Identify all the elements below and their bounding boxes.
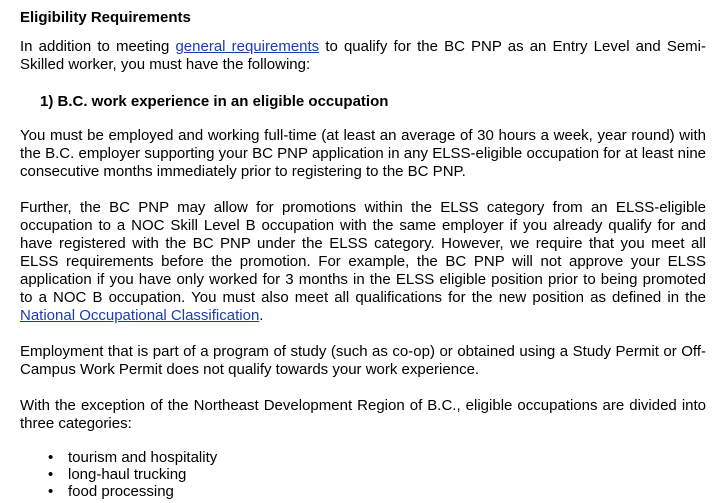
list-item — [48, 449, 706, 466]
intro-text-after: to qualify for the BC PNP as an Entry Level and Semi-Skilled worker, you must have the following: — [20, 38, 706, 73]
category-label: tourism and hospitality — [68, 449, 218, 466]
section-heading: 1) B.C. work experience in an eligible occupation — [40, 93, 389, 110]
bullet-icon: • — [48, 483, 54, 500]
promotion-text: Further, the BC PNP may allow for promotions within the ELSS category from an ELSS-eligible occupation to a NOC Skill Level B occupation with the same employer if you already qualify for and have registered with the BC PNP under the ELSS category. However, we require that you meet all ELSS requirements before the promotion. For example, the BC PNP will not approve your ELSS application if you have only worked for 3 months in the ELSS eligible position prior to being promoted to a NOC B occupation. You must also meet all qualifications for the new position as defined in the — [20, 199, 706, 306]
bullet-icon: • — [48, 466, 54, 483]
page-title: Eligibility Requirements — [20, 9, 191, 26]
study-permit-paragraph: Employment that is part of a program of study (such as co-op) or obtained using a Study Permit or Off-Campus Work Permit does not qualify towards your work experience. — [20, 343, 706, 378]
list-item — [48, 466, 706, 483]
categories-intro-paragraph: With the exception of the Northeast Development Region of B.C., eligible occupations are divided into three categories: — [20, 397, 706, 432]
categories-list — [20, 449, 706, 500]
category-label: long-haul trucking — [68, 466, 187, 483]
general-requirements-link[interactable]: general requirements — [175, 38, 320, 55]
employment-paragraph: You must be employed and working full-time (at least an average of 30 hours a week, year round) with the B.C. employer supporting your BC PNP application in any ELSS-eligible occupation for at least nine consecutive months immediately prior to registering to the BC PNP. — [20, 127, 706, 180]
intro-paragraph — [20, 38, 706, 74]
intro-text-before: In addition to meeting — [20, 38, 176, 55]
bullet-icon: • — [48, 449, 54, 466]
promotion-paragraph — [20, 199, 706, 325]
list-item — [48, 483, 706, 500]
noc-link[interactable]: National Occupational Classification — [20, 307, 260, 324]
promotion-text-end: . — [259, 307, 264, 324]
category-label: food processing — [68, 483, 174, 500]
